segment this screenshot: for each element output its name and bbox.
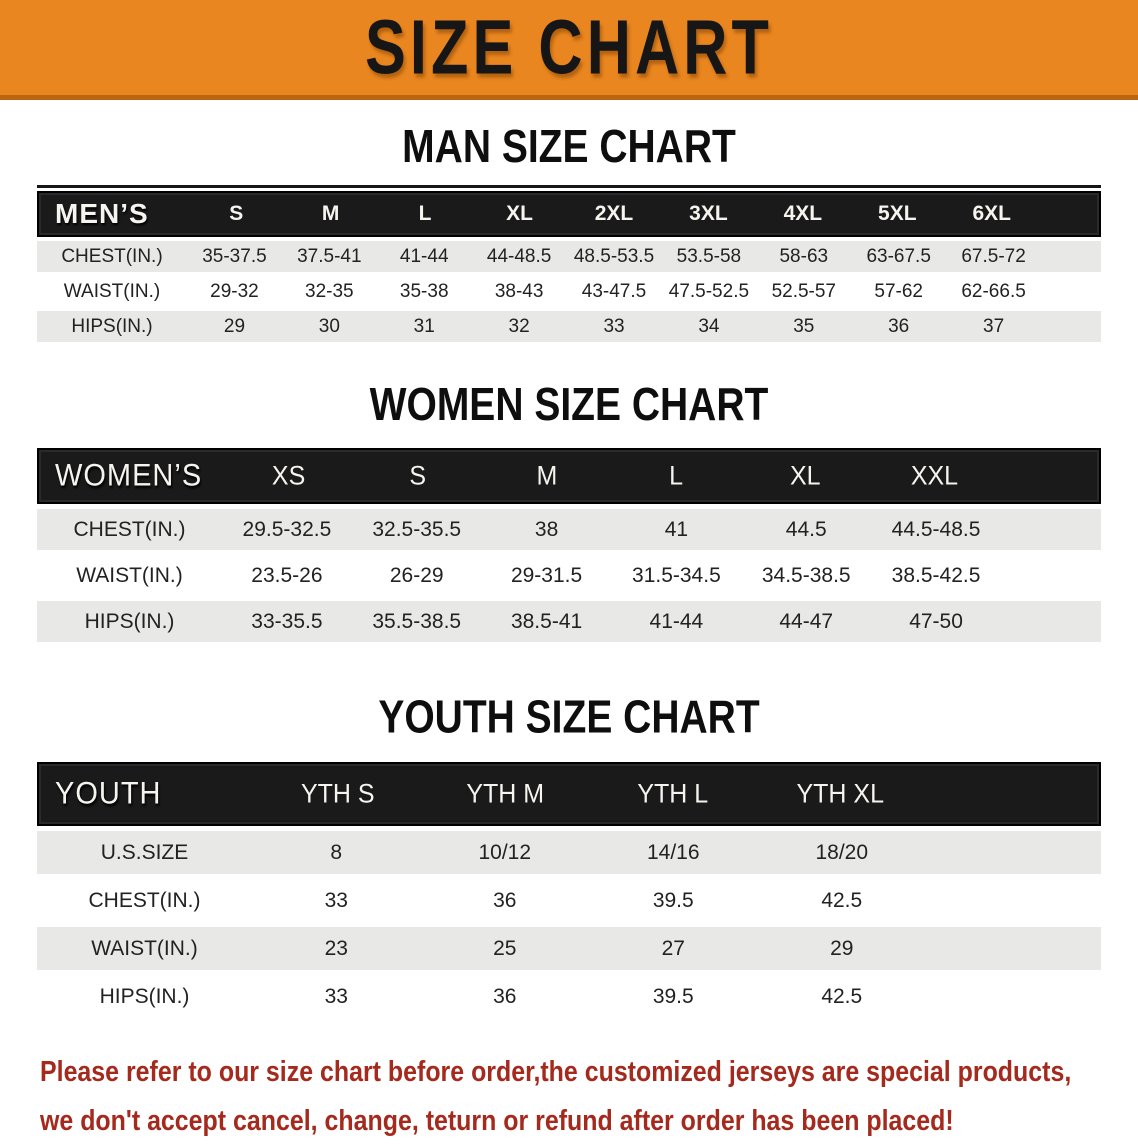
youth-header-label: YOUTH xyxy=(55,776,162,811)
disclaimer xyxy=(40,1048,1138,1146)
table-cell: 37.5-41 xyxy=(297,245,362,267)
row-label: WAIST(IN.) xyxy=(76,563,183,587)
table-cell: 8 xyxy=(330,840,343,864)
table-cell: 34.5-38.5 xyxy=(761,563,851,587)
row-label: HIPS(IN.) xyxy=(71,315,153,337)
table-cell: 33 xyxy=(324,984,348,1008)
men-chest-row xyxy=(37,241,1101,272)
men-size-col-m: M xyxy=(321,202,340,225)
table-cell: 48.5-53.5 xyxy=(573,245,655,267)
men-table-header-row xyxy=(37,191,1101,237)
table-cell: 32-35 xyxy=(305,280,354,302)
youth-size-col-xl: YTH XL xyxy=(796,778,885,809)
table-cell: 58-63 xyxy=(779,245,829,267)
table-cell: 32.5-35.5 xyxy=(372,517,462,541)
table-cell: 35.5-38.5 xyxy=(372,609,462,633)
row-label: WAIST(IN.) xyxy=(91,936,198,960)
table-cell: 47-50 xyxy=(909,609,963,633)
table-cell: 29.5-32.5 xyxy=(242,517,332,541)
table-cell: 53.5-58 xyxy=(676,245,742,267)
men-section-heading: MAN SIZE CHART xyxy=(402,121,736,173)
table-cell: 42.5 xyxy=(821,888,863,912)
men-size-col-4xl: 4XL xyxy=(783,202,823,225)
table-cell: 33 xyxy=(324,888,348,912)
table-cell: 32 xyxy=(508,315,530,337)
table-cell: 23 xyxy=(324,936,348,960)
table-cell: 44-47 xyxy=(779,609,834,633)
table-cell: 38.5-41 xyxy=(510,609,583,633)
men-size-col-6xl: 6XL xyxy=(972,202,1011,225)
table-cell: 35 xyxy=(793,315,815,337)
row-label: CHEST(IN.) xyxy=(73,517,186,541)
table-cell: 44-48.5 xyxy=(486,245,552,267)
table-cell: 41-44 xyxy=(399,245,449,267)
women-size-col-xs: XS xyxy=(271,460,306,491)
table-cell: 52.5-57 xyxy=(771,280,837,302)
table-cell: 36 xyxy=(888,315,910,337)
table-cell: 41 xyxy=(664,517,689,541)
table-cell: 31 xyxy=(413,315,435,337)
table-cell: 34 xyxy=(698,315,720,337)
men-header-label: MEN’S xyxy=(55,198,149,229)
banner xyxy=(0,0,1138,100)
table-cell: 63-67.5 xyxy=(866,245,931,267)
women-size-col-xxl: XXL xyxy=(910,460,959,491)
youth-ussize-row xyxy=(37,831,1101,874)
row-label: WAIST(IN.) xyxy=(63,280,161,302)
table-cell: 44.5 xyxy=(785,517,827,541)
women-chest-row xyxy=(37,509,1101,550)
table-cell: 44.5-48.5 xyxy=(891,517,981,541)
women-size-col-xl: XL xyxy=(789,460,821,491)
women-header-label: WOMEN’S xyxy=(55,458,203,493)
table-cell: 33 xyxy=(603,315,625,337)
table-cell: 36 xyxy=(493,888,517,912)
disclaimer-line-2: we don't accept cancel, change, teturn or refund after order has been placed! xyxy=(40,1105,954,1137)
table-cell: 33-35.5 xyxy=(251,609,323,633)
table-cell: 41-44 xyxy=(649,609,704,633)
row-label: HIPS(IN.) xyxy=(84,609,175,633)
men-size-col-l: L xyxy=(418,202,432,225)
women-size-col-m: M xyxy=(536,460,558,491)
table-cell: 31.5-34.5 xyxy=(632,563,721,587)
table-cell: 47.5-52.5 xyxy=(668,280,750,302)
youth-size-table xyxy=(37,762,1101,1018)
women-size-col-l: L xyxy=(669,460,684,491)
table-cell: 29-31.5 xyxy=(510,563,583,587)
table-cell: 29-32 xyxy=(210,280,259,302)
row-label: HIPS(IN.) xyxy=(99,984,190,1008)
table-cell: 23.5-26 xyxy=(251,563,323,587)
men-size-col-2xl: 2XL xyxy=(594,202,634,225)
table-cell: 38 xyxy=(534,517,559,541)
disclaimer-line-1: Please refer to our size chart before order,the customized jerseys are special products, xyxy=(40,1056,1072,1088)
table-cell: 38-43 xyxy=(494,280,544,302)
table-cell: 67.5-72 xyxy=(961,245,1026,267)
women-section-heading: WOMEN SIZE CHART xyxy=(369,379,769,431)
table-cell: 62-66.5 xyxy=(961,280,1026,302)
table-cell: 29 xyxy=(830,936,854,960)
table-cell: 36 xyxy=(493,984,517,1008)
row-label: U.S.SIZE xyxy=(100,840,189,864)
table-cell: 29 xyxy=(223,315,246,337)
table-cell: 42.5 xyxy=(821,984,863,1008)
youth-section-heading: YOUTH SIZE CHART xyxy=(378,692,760,744)
table-cell: 25 xyxy=(493,936,517,960)
men-size-col-s: S xyxy=(229,202,244,225)
women-waist-row xyxy=(37,555,1101,596)
men-size-table xyxy=(37,185,1101,342)
youth-waist-row xyxy=(37,927,1101,970)
table-cell: 18/20 xyxy=(815,840,869,864)
youth-size-col-s: YTH S xyxy=(300,778,375,809)
table-cell: 39.5 xyxy=(652,888,694,912)
men-size-col-5xl: 5XL xyxy=(878,202,917,225)
youth-chest-row xyxy=(37,879,1101,922)
women-size-table xyxy=(37,448,1101,642)
youth-hips-row xyxy=(37,975,1101,1018)
women-size-col-s: S xyxy=(409,460,427,491)
table-cell: 38.5-42.5 xyxy=(891,563,981,587)
table-cell: 10/12 xyxy=(478,840,532,864)
table-cell: 27 xyxy=(661,936,685,960)
youth-size-col-l: YTH L xyxy=(637,778,709,809)
table-cell: 37 xyxy=(983,315,1005,337)
table-cell: 39.5 xyxy=(652,984,694,1008)
banner-title: SIZE CHART xyxy=(365,4,773,91)
youth-size-col-m: YTH M xyxy=(466,778,545,809)
table-cell: 43-47.5 xyxy=(581,280,647,302)
table-cell: 30 xyxy=(318,315,340,337)
table-cell: 35-38 xyxy=(399,280,449,302)
table-cell: 35-37.5 xyxy=(202,245,267,267)
men-waist-row xyxy=(37,276,1101,307)
table-cell: 26-29 xyxy=(389,563,444,587)
table-cell: 57-62 xyxy=(874,280,923,302)
table-cell: 14/16 xyxy=(646,840,700,864)
men-size-col-xl: XL xyxy=(506,202,533,225)
men-size-col-3xl: 3XL xyxy=(689,202,728,225)
row-label: CHEST(IN.) xyxy=(61,245,163,267)
row-label: CHEST(IN.) xyxy=(88,888,201,912)
